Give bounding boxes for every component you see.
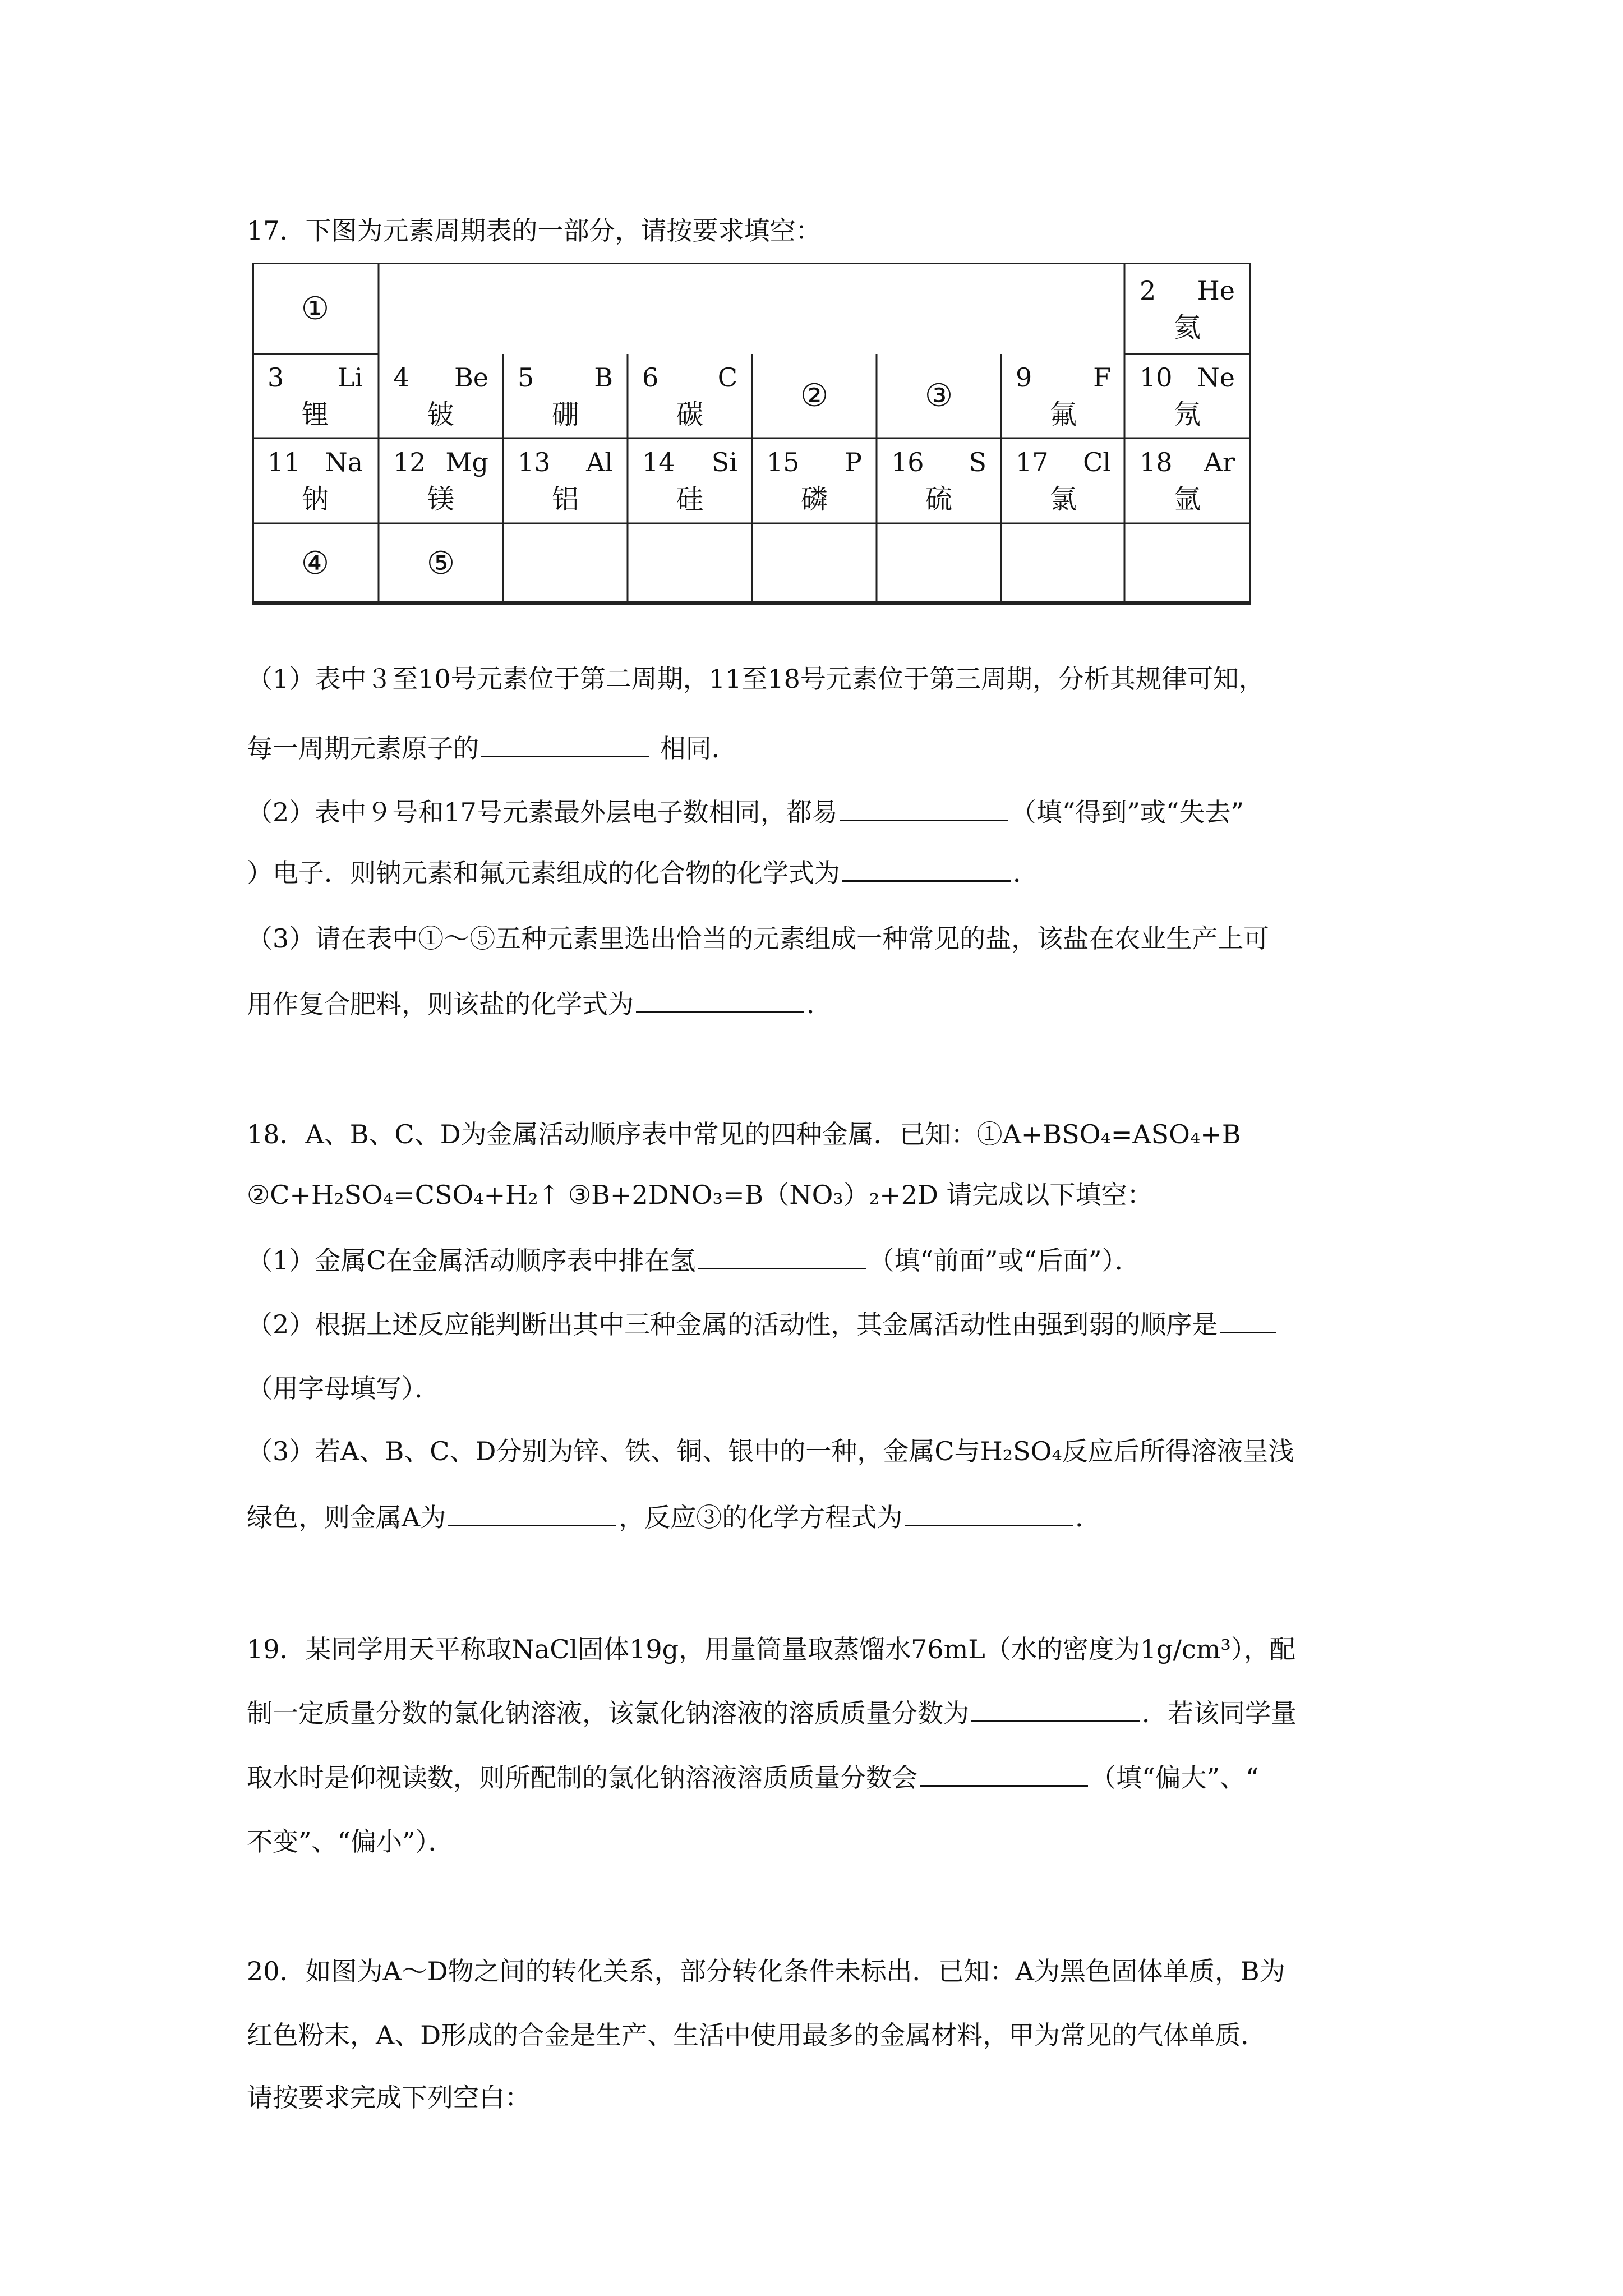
- element-symbol: B: [594, 362, 613, 393]
- periodic-table: [252, 263, 1251, 605]
- text: ．: [1075, 1502, 1101, 1533]
- atomic-number: 10: [1140, 362, 1173, 393]
- atomic-number: 4: [393, 362, 410, 393]
- atomic-number: 6: [642, 362, 659, 393]
- answer-blank[interactable]: [636, 987, 804, 1013]
- element-symbol: Ne: [1197, 362, 1235, 393]
- table-cell-sodium: [253, 439, 377, 523]
- q18-part1: [247, 1243, 1396, 1277]
- element-symbol: Al: [586, 447, 613, 477]
- element-symbol: F: [1093, 362, 1111, 393]
- text: ，反应③的化学方程式为: [619, 1502, 903, 1533]
- element-name: 氟: [1049, 399, 1077, 430]
- table-cell-carbon: [628, 354, 751, 438]
- atomic-number: 9: [1016, 362, 1032, 393]
- table-cell-sulfur: [877, 439, 1000, 523]
- element-symbol: S: [969, 447, 986, 477]
- atomic-number: 2: [1140, 275, 1156, 306]
- q18-part2-line1: [247, 1307, 1396, 1341]
- q18-part3-line1: （3）若A、B、C、D分别为锌、铁、铜、银中的一种，金属C与H₂SO₄反应后所得溶液呈浅: [247, 1436, 1294, 1466]
- atomic-number: 13: [518, 447, 551, 477]
- element-name: 锂: [301, 399, 329, 430]
- table-cell-mark-2: ②: [800, 378, 829, 414]
- element-symbol: Mg: [445, 447, 488, 477]
- q17-title: 17．下图为元素周期表的一部分，请按要求填空：: [247, 215, 822, 246]
- text: （2）表中９号和17号元素最外层电子数相同，都易: [247, 797, 838, 827]
- answer-blank[interactable]: [481, 731, 649, 757]
- element-symbol: He: [1197, 275, 1235, 306]
- q18-part2-line2: （用字母填写）．: [247, 1373, 440, 1404]
- q20-line1: 20．如图为A～D物之间的转化关系，部分转化条件未标出．已知：A为黑色固体单质，B为: [247, 1956, 1285, 1986]
- table-cell-mark-5: ⑤: [426, 545, 455, 582]
- atomic-number: 17: [1016, 447, 1049, 477]
- table-cell-lithium: [253, 354, 377, 438]
- q17-part2-line2: [247, 855, 1396, 890]
- element-symbol: Cl: [1083, 447, 1111, 477]
- element-name: 碳: [676, 399, 703, 430]
- table-cell-mark-4: ④: [301, 545, 330, 582]
- atomic-number: 5: [518, 362, 534, 393]
- element-name: 硫: [925, 484, 952, 515]
- element-symbol: Be: [454, 362, 488, 393]
- q17-part1-line1: （1）表中３至10号元素位于第二周期，11至18号元素位于第三周期，分析其规律可知，: [247, 664, 1265, 694]
- table-cell-phosphorus: [753, 439, 876, 523]
- q18-line2: ②C+H₂SO₄=CSO₄+H₂↑ ③B+2DNO₃=B（NO₃）₂+2D 请完成以下填空：: [247, 1180, 1153, 1210]
- element-symbol: Si: [711, 447, 737, 477]
- q17-part3-line2: [247, 987, 1396, 1021]
- element-name: 氯: [1049, 484, 1077, 515]
- answer-blank[interactable]: [840, 795, 1008, 821]
- atomic-number: 16: [891, 447, 924, 477]
- element-symbol: C: [717, 362, 737, 393]
- q19-line2: [247, 1696, 1396, 1730]
- q17-part1-line2: [247, 731, 1396, 765]
- atomic-number: 3: [268, 362, 284, 393]
- text: 相同．: [652, 733, 737, 763]
- text: （填“偏大”、“: [1090, 1763, 1259, 1793]
- table-cell-mark-3: ③: [924, 378, 953, 414]
- table-cell-helium: [1126, 267, 1249, 351]
- text: 绿色，则金属A为: [247, 1502, 446, 1533]
- text: （填“前面”或“后面”）．: [868, 1245, 1141, 1276]
- element-name: 硅: [676, 484, 703, 515]
- atomic-number: 12: [393, 447, 426, 477]
- element-name: 氖: [1173, 399, 1201, 430]
- table-cell-beryllium: [379, 354, 502, 438]
- atomic-number: 18: [1140, 447, 1173, 477]
- element-name: 铍: [427, 399, 454, 430]
- q17-part3-line1: （3）请在表中①～⑤五种元素里选出恰当的元素组成一种常见的盐，该盐在农业生产上可: [247, 923, 1270, 954]
- element-symbol: P: [845, 447, 862, 477]
- element-symbol: Na: [325, 447, 363, 477]
- table-cell-magnesium: [379, 439, 502, 523]
- element-name: 钠: [301, 484, 329, 515]
- table-cell-argon: [1126, 439, 1249, 523]
- q19-line4: 不变”、“偏小”）．: [247, 1826, 454, 1857]
- q20-line3: 请按要求完成下列空白：: [247, 2082, 531, 2113]
- element-name: 氦: [1173, 312, 1201, 343]
- q17-part2-line1: [247, 795, 1396, 829]
- text: 用作复合肥料，则该盐的化学式为: [247, 989, 634, 1019]
- text: （2）根据上述反应能判断出其中三种金属的活动性，其金属活动性由强到弱的顺序是: [247, 1309, 1218, 1340]
- answer-blank[interactable]: [971, 1696, 1140, 1722]
- text: ．若该同学量: [1142, 1698, 1297, 1728]
- element-name: 铝: [551, 484, 579, 515]
- answer-blank[interactable]: [842, 855, 1011, 882]
- text: ．: [1013, 858, 1039, 888]
- text: 制一定质量分数的氯化钠溶液，该氯化钠溶液的溶质质量分数为: [247, 1698, 969, 1728]
- q18-part3-line2: [247, 1500, 1396, 1534]
- table-cell-neon: [1126, 354, 1249, 438]
- element-name: 硼: [551, 399, 579, 430]
- element-symbol: Ar: [1204, 447, 1235, 477]
- table-cell-fluorine: [1002, 354, 1125, 438]
- text: ．: [806, 989, 832, 1019]
- q18-line1: 18．A、B、C、D为金属活动顺序表中常见的四种金属．已知：①A+BSO₄=ASO₄+B: [247, 1119, 1241, 1149]
- answer-blank[interactable]: [448, 1500, 616, 1526]
- element-name: 氩: [1173, 484, 1201, 515]
- element-name: 磷: [800, 484, 828, 515]
- table-cell-aluminium: [504, 439, 627, 523]
- text: 每一周期元素原子的: [247, 733, 479, 763]
- atomic-number: 11: [268, 447, 301, 477]
- table-cell-mark-1: ①: [301, 291, 330, 327]
- table-cell-silicon: [628, 439, 751, 523]
- answer-blank[interactable]: [920, 1760, 1088, 1787]
- text: （填“得到”或“失去”: [1010, 797, 1244, 827]
- text: ）电子．则钠元素和氟元素组成的化合物的化学式为: [247, 858, 840, 888]
- answer-blank[interactable]: [905, 1500, 1073, 1526]
- atomic-number: 15: [767, 447, 800, 477]
- text: （1）金属C在金属活动顺序表中排在氢: [247, 1245, 696, 1276]
- element-name: 镁: [427, 484, 454, 515]
- q19-line3: [247, 1760, 1396, 1795]
- table-cell-chlorine: [1002, 439, 1125, 523]
- q20-line2: 红色粉末，A、D形成的合金是生产、生活中使用最多的金属材料，甲为常见的气体单质．: [247, 2020, 1267, 2050]
- answer-blank[interactable]: [1220, 1307, 1276, 1333]
- answer-blank[interactable]: [698, 1243, 866, 1269]
- element-symbol: Li: [337, 362, 363, 393]
- atomic-number: 14: [642, 447, 675, 477]
- table-cell-boron: [504, 354, 627, 438]
- q19-line1: 19．某同学用天平称取NaCl固体19g，用量筒量取蒸馏水76mL（水的密度为1g/cm³），配: [247, 1634, 1295, 1664]
- text: 取水时是仰视读数，则所配制的氯化钠溶液溶质质量分数会: [247, 1763, 917, 1793]
